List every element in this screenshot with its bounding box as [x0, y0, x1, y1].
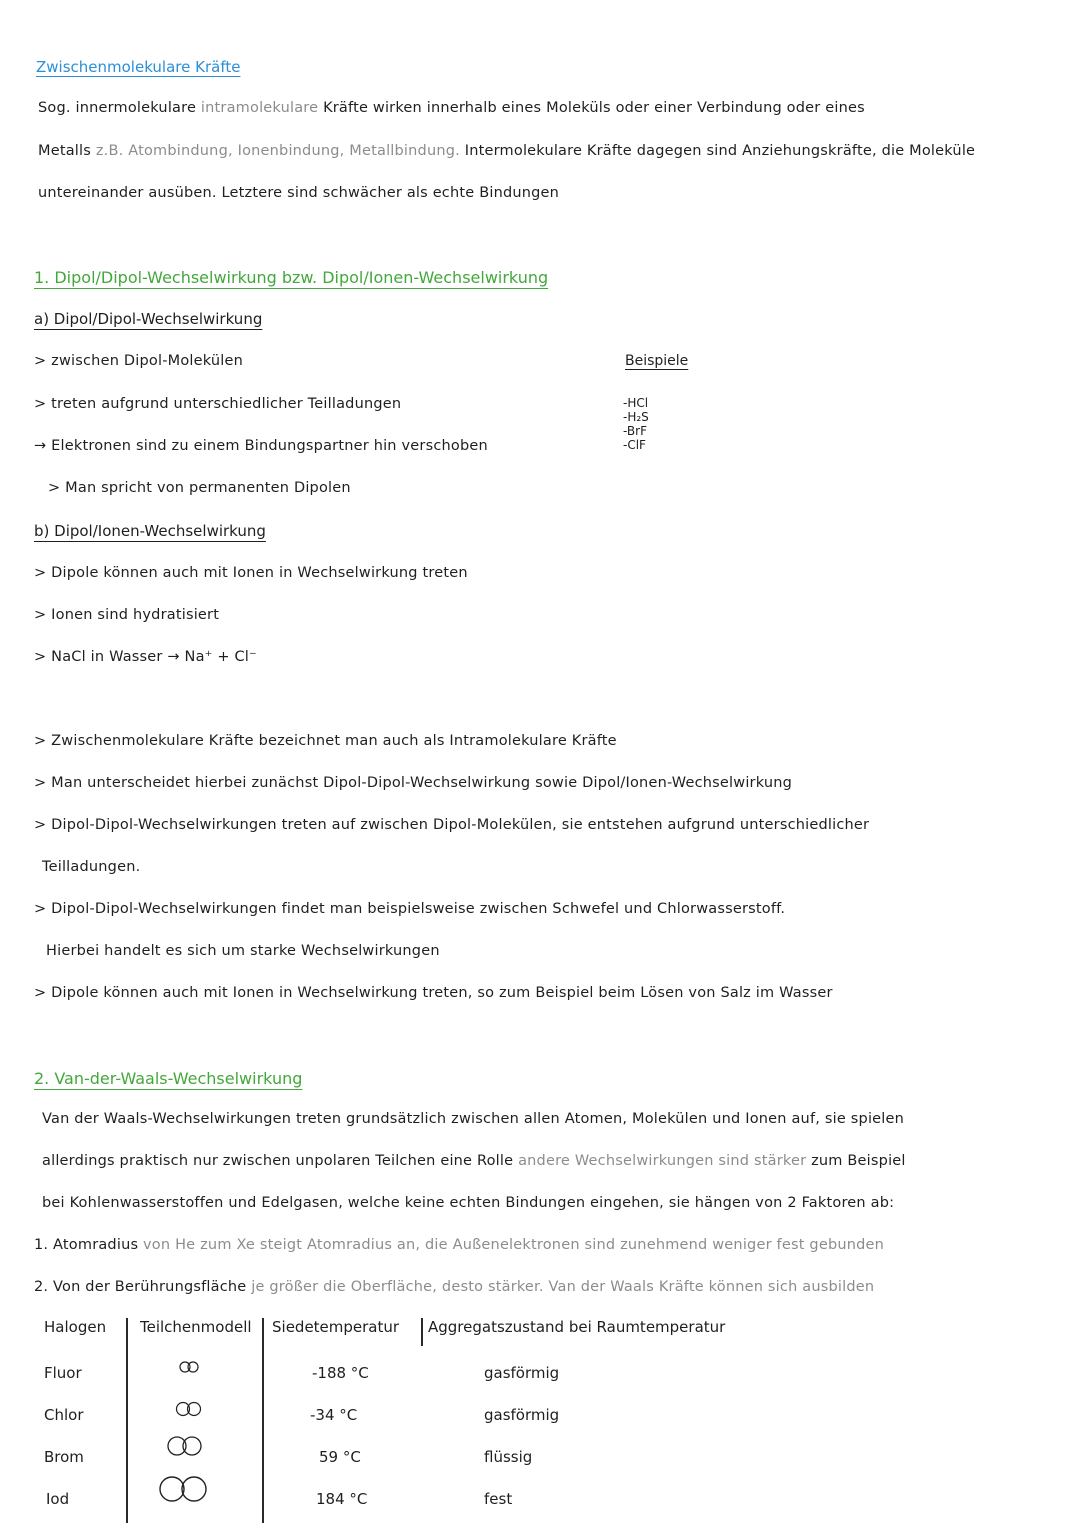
halogen-name: Brom [44, 1448, 84, 1466]
summary-line: Teilladungen. [42, 859, 141, 875]
page-title: Zwischenmolekulare Kräfte [36, 58, 241, 76]
halogen-name: Fluor [44, 1364, 82, 1382]
vdw-text: allerdings praktisch nur zwischen unpolaren Teilchen eine Rolle [42, 1153, 514, 1169]
column-divider [126, 1318, 128, 1523]
list-item: > treten aufgrund unterschiedlicher Teilladungen [34, 396, 402, 412]
summary-line: Hierbei handelt es sich um starke Wechselwirkungen [46, 943, 440, 959]
intro-line-2 [38, 143, 975, 159]
vdw-paragraph-line: Van der Waals-Wechselwirkungen treten grundsätzlich zwischen allen Atomen, Molekülen und Ionen auf, sie spielen [42, 1111, 905, 1127]
halogen-name: Iod [46, 1490, 70, 1508]
aggregate-state: fest [484, 1490, 513, 1508]
halogen-name: Chlor [44, 1406, 84, 1424]
boiling-temp: 184 °C [316, 1490, 368, 1508]
intro-term: Sog. innermolekulare [38, 100, 197, 116]
example-item: -H₂S [623, 410, 649, 424]
column-header: Halogen [44, 1318, 107, 1336]
halogen-table [40, 1318, 800, 1523]
example-item: -HCl [623, 396, 649, 410]
column-header: Aggregatszustand bei Raumtemperatur [428, 1318, 726, 1336]
section-1-title: 1. Dipol/Dipol-Wechselwirkung bzw. Dipol/Ionen-Wechselwirkung [34, 268, 549, 287]
intro-text: Kräfte wirken innerhalb eines Moleküls oder einer Verbindung oder eines [323, 100, 865, 116]
vdw-text: zum Beispiel [811, 1153, 906, 1169]
aggregate-state: flüssig [484, 1448, 533, 1466]
intro-text: Intermolekulare Kräfte dagegen sind Anziehungskräfte, die Moleküle [464, 143, 976, 159]
example-item: -ClF [623, 438, 646, 452]
summary-line: > Dipol-Dipol-Wechselwirkungen findet man beispielsweise zwischen Schwefel und Chlorwasserstoff. [34, 901, 786, 917]
molecule-model-icon [150, 1474, 220, 1504]
boiling-temp: 59 °C [319, 1448, 361, 1466]
examples-title: Beispiele [625, 353, 689, 369]
example-item: -BrF [623, 424, 647, 438]
summary-line: > Dipol-Dipol-Wechselwirkungen treten auf zwischen Dipol-Molekülen, sie entstehen aufgrund unterschiedlicher [34, 817, 870, 833]
vdw-paragraph-line: bei Kohlenwasserstoffen und Edelgasen, welche keine echten Bindungen eingehen, sie hängen von 2 Faktoren ab: [42, 1195, 895, 1211]
intro-line-3: untereinander ausüben. Letztere sind schwächer als echte Bindungen [38, 185, 560, 201]
factor-text: von He zum Xe steigt Atomradius an, die Außenelektronen sind zunehmend weniger fest gebunden [143, 1237, 885, 1253]
molecule-model-icon [177, 1360, 201, 1374]
section-2-title: 2. Van-der-Waals-Wechselwirkung [34, 1069, 303, 1088]
summary-line: > Dipole können auch mit Ionen in Wechselwirkung treten, so zum Beispiel beim Lösen von Salz im Wasser [34, 985, 833, 1001]
summary-line: > Man unterscheidet hierbei zunächst Dipol-Dipol-Wechselwirkung sowie Dipol/Ionen-Wechselwirkung [34, 775, 793, 791]
list-item: → Elektronen sind zu einem Bindungspartner hin verschoben [34, 438, 488, 454]
column-divider [421, 1318, 423, 1346]
factor-label: 1. Atomradius [34, 1237, 139, 1253]
boiling-temp: -34 °C [310, 1406, 358, 1424]
factor-1 [34, 1237, 884, 1253]
column-header: Siedetemperatur [272, 1318, 400, 1336]
subsection-a-title: a) Dipol/Dipol-Wechselwirkung [34, 310, 263, 328]
intro-term-alt: intramolekulare [200, 100, 319, 116]
intro-text: Metalls [38, 143, 92, 159]
list-item: > Dipole können auch mit Ionen in Wechselwirkung treten [34, 565, 468, 581]
factor-label: 2. Von der Berührungsfläche [34, 1279, 247, 1295]
factor-text: je größer die Oberfläche, desto stärker. Van der Waals Kräfte können sich ausbilden [251, 1279, 875, 1295]
list-item: > NaCl in Wasser → Na⁺ + Cl⁻ [34, 649, 257, 665]
aggregate-state: gasförmig [484, 1364, 560, 1382]
vdw-paragraph-line [42, 1153, 906, 1169]
molecule-model-icon [162, 1435, 208, 1457]
list-item: > Man spricht von permanenten Dipolen [48, 480, 351, 496]
list-item: > Ionen sind hydratisiert [34, 607, 220, 623]
examples-list [623, 396, 649, 452]
summary-line: > Zwischenmolekulare Kräfte bezeichnet man auch als Intramolekulare Kräfte [34, 733, 617, 749]
column-divider [262, 1318, 264, 1523]
intro-line-1 [38, 100, 865, 116]
subsection-b-title: b) Dipol/Ionen-Wechselwirkung [34, 522, 266, 540]
boiling-temp: -188 °C [312, 1364, 369, 1382]
aggregate-state: gasförmig [484, 1406, 560, 1424]
molecule-model-icon [173, 1400, 205, 1418]
intro-examples: z.B. Atombindung, Ionenbindung, Metallbindung. [95, 143, 460, 159]
factor-2 [34, 1279, 874, 1295]
column-header: Teilchenmodell [140, 1318, 252, 1336]
vdw-note: andere Wechselwirkungen sind stärker [518, 1153, 807, 1169]
list-item: > zwischen Dipol-Molekülen [34, 353, 244, 369]
